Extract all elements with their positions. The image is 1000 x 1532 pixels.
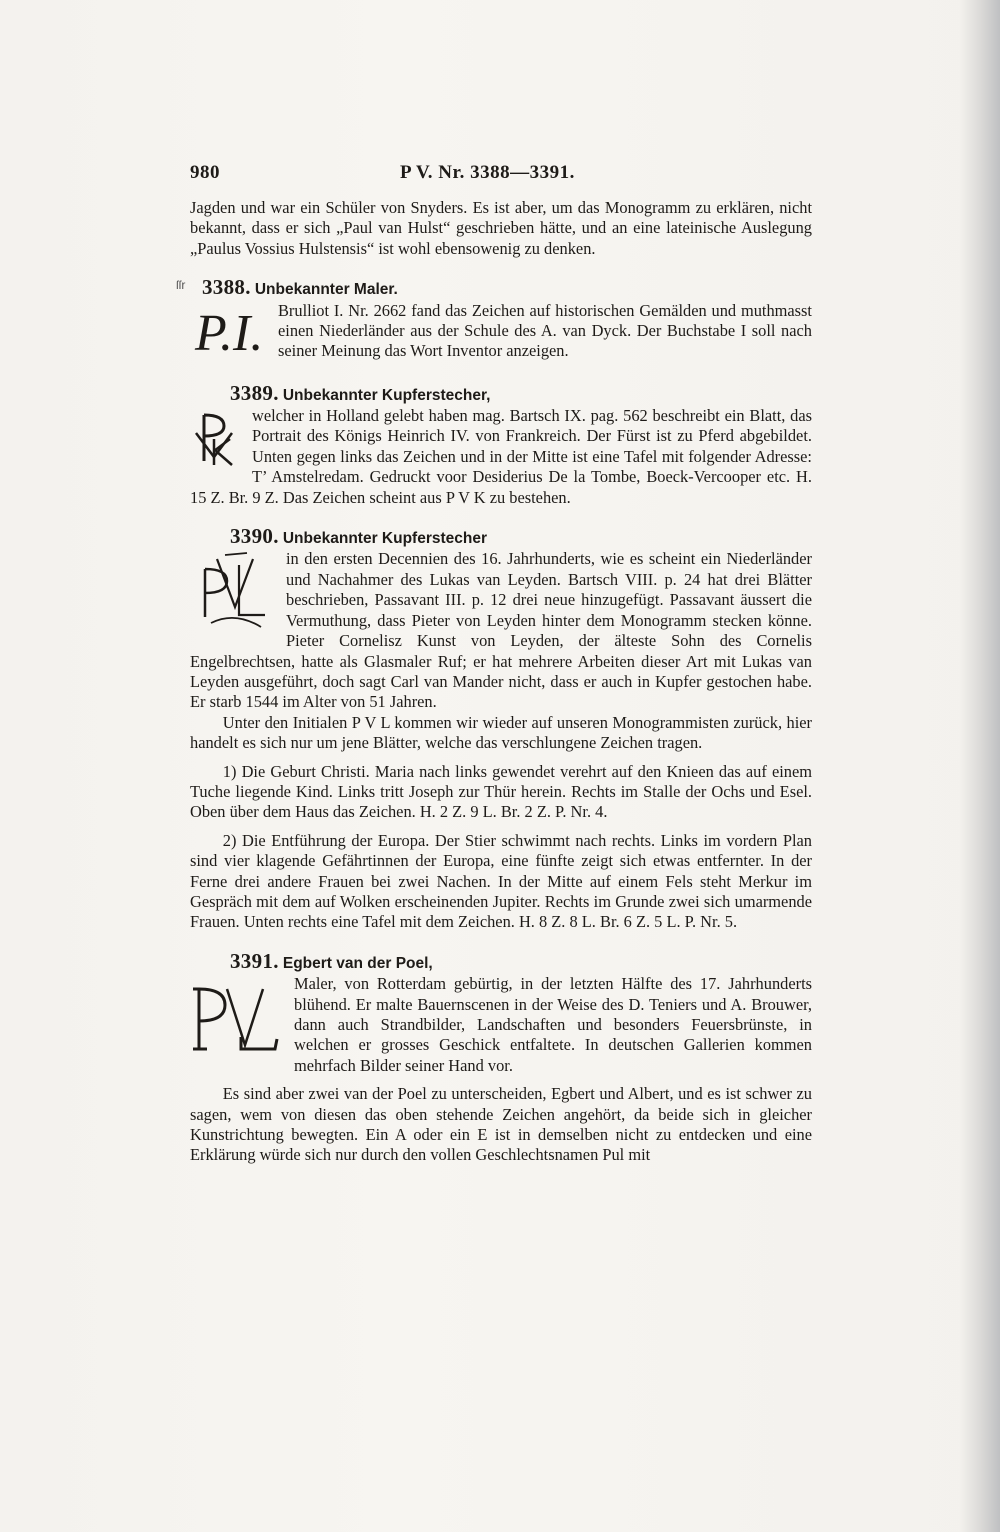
catalog-item-2: 2) Die Entführung der Europa. Der Stier schwimmt nach rechts. Links im vordern Plan sind vier klagende Gefährtinnen der Europa, eine fünfte zeigt sich etwas entfernter. In der Ferne drei andere Frauen bei zwei Nachen. In der Mitte auf einem Fels steht Merkur im Gespräch mit dem auf Wolken erscheinenden Jupiter. Rechts im Grunde zwei sich umarmende Frauen. Unten rechts eine Tafel mit dem Zeichen. H. 8 Z. 8 L. Br. 6 Z. 5 L. P. Nr. 5. xyxy=(190,830,812,932)
text-column xyxy=(176,198,812,1166)
catalog-item-1: 1) Die Geburt Christi. Maria nach links gewendet verehrt auf den Knieen das auf einem Tuche liegende Kind. Links tritt Joseph zur Thür herein. Rechts im Stalle der Ochs und Esel. Oben über dem Haus das Zeichen. H. 2 Z. 9 L. Br. 2 Z. P. Nr. 4. xyxy=(190,761,812,822)
running-header xyxy=(190,162,812,186)
running-title: P V. Nr. 3388—3391. xyxy=(400,162,575,183)
paragraph: Es sind aber zwei van der Poel zu unterscheiden, Egbert und Albert, und es ist schwer zu sagen, wem von diesen das oben stehende Zeichen angehört, da beide sich in gleicher Kunstrichtung bewegten. Ein A oder ein E ist in demselben nicht zu entdecken und eine Erklärung würde sich nur durch den vollen Geschlechtsnamen Pul mit xyxy=(190,1084,812,1165)
monogram-glyphs: P.I. xyxy=(195,304,263,362)
entry-name: Unbekannter Maler. xyxy=(254,281,398,299)
entry-head-3391 xyxy=(190,948,812,974)
entry-3388 xyxy=(176,275,812,364)
entry-number: 3389. xyxy=(230,380,279,405)
monogram-3391 xyxy=(190,976,282,1058)
monogram-3388 xyxy=(190,299,266,363)
monogram-3389 xyxy=(190,408,240,470)
monogram-pvk-icon xyxy=(192,409,238,469)
entry-3390 xyxy=(190,526,812,933)
entry-head-3390 xyxy=(190,526,812,549)
entry-text-3388: Brulliot I. Nr. 2662 fand das Zeichen auf historischen Gemälden und muthmasst einen Niederländer aus der Schule des A. van Dyck. Der Buchstabe I soll nach seiner Meinung das Wort Inventor anzeigen. xyxy=(278,300,812,361)
entry-head-3388 xyxy=(190,277,812,300)
page-edge-shadow xyxy=(960,0,1000,1532)
entry-name: Egbert van der Poel, xyxy=(282,954,433,972)
monogram-pi-icon xyxy=(193,300,263,362)
entry-number: 3390. xyxy=(230,524,279,549)
entry-text-3389: welcher in Holland gelebt haben mag. Bartsch IX. pag. 562 beschreibt ein Blatt, das Portrait des Königs Heinrich IV. von Frankreich. Der Fürst ist zu Pferd abgebildet. Unten gegen links das Zeichen und in der Mitte ist eine Tafel mit folgender Adresse: T’ Amstelredam. Gedruckt voor Desiderius De la Tombe, Boeck-Vercooper etc. H. 15 Z. Br. 9 Z. Das Zeichen scheint aus P V K zu bestehen. xyxy=(190,406,812,507)
entry-text-3390: in den ersten Decennien des 16. Jahrhunderts, wie es scheint ein Niederländer und Nachahmer des Lukas van Leyden. Bartsch VIII. p. 24 hat drei Blätter beschrieben, Passavant III. p. 12 drei neue hinzugefügt. Passavant äussert die Vermuthung, dass Pieter von Leyden hinter dem Monogramm stecken könne. Pieter Cornelisz Kunst von Leyden, der älteste Sohn des Cornelis Engelbrechtsen, hatte als Glasmaler Ruf; er hat mehrere Arbeiten dieser Art mit Lukas van Leyden ausgeführt, doch sagt Carl van Mander nicht, dass er auch in Kupfer gestochen habe. Er starb 1544 im Alter von 51 Jahren. xyxy=(190,549,812,712)
monogram-3390 xyxy=(190,551,274,631)
entry-3391 xyxy=(190,948,812,1166)
intro-paragraph: Jagden und war ein Schüler von Snyders. Es ist aber, um das Monogramm zu erklären, nicht bekannt, dass er sich „Paul van Hulst“ geschrieben hätte, und an eine lateinische Auslegung „Paulus Vossius Hulstensis“ ist wohl ebensowenig zu denken. xyxy=(190,198,812,258)
entry-text-3391: Maler, von Rotterdam gebürtig, in der letzten Hälfte des 17. Jahrhunderts blühend. Er malte Bauernscenen in der Weise des D. Teniers und A. Brouwer, dann auch Strandbilder, Landschaften und besonders Feuersbrünste, in welchen er grosses Geschick entfaltete. In deutschen Gallerien kommen mehrfach Bilder seiner Hand vor. xyxy=(294,974,812,1075)
monogram-pvl-icon xyxy=(191,977,281,1057)
entry-number: 3391. xyxy=(230,948,279,973)
paragraph: Unter den Initialen P V L kommen wir wieder auf unseren Monogrammisten zurück, hier handelt es sich nur um jene Blätter, welche das verschlungene Zeichen tragen. xyxy=(190,712,812,753)
entry-head-3389 xyxy=(190,380,812,406)
margin-note: ſſr xyxy=(176,278,186,293)
entry-3389 xyxy=(190,380,812,508)
entry-name: Unbekannter Kupferstecher xyxy=(282,530,487,548)
entry-name: Unbekannter Kupferstecher, xyxy=(282,386,491,404)
monogram-pvl-interlaced-icon xyxy=(191,551,273,631)
entry-number: 3388. xyxy=(202,275,251,300)
page-number: 980 xyxy=(190,162,220,183)
